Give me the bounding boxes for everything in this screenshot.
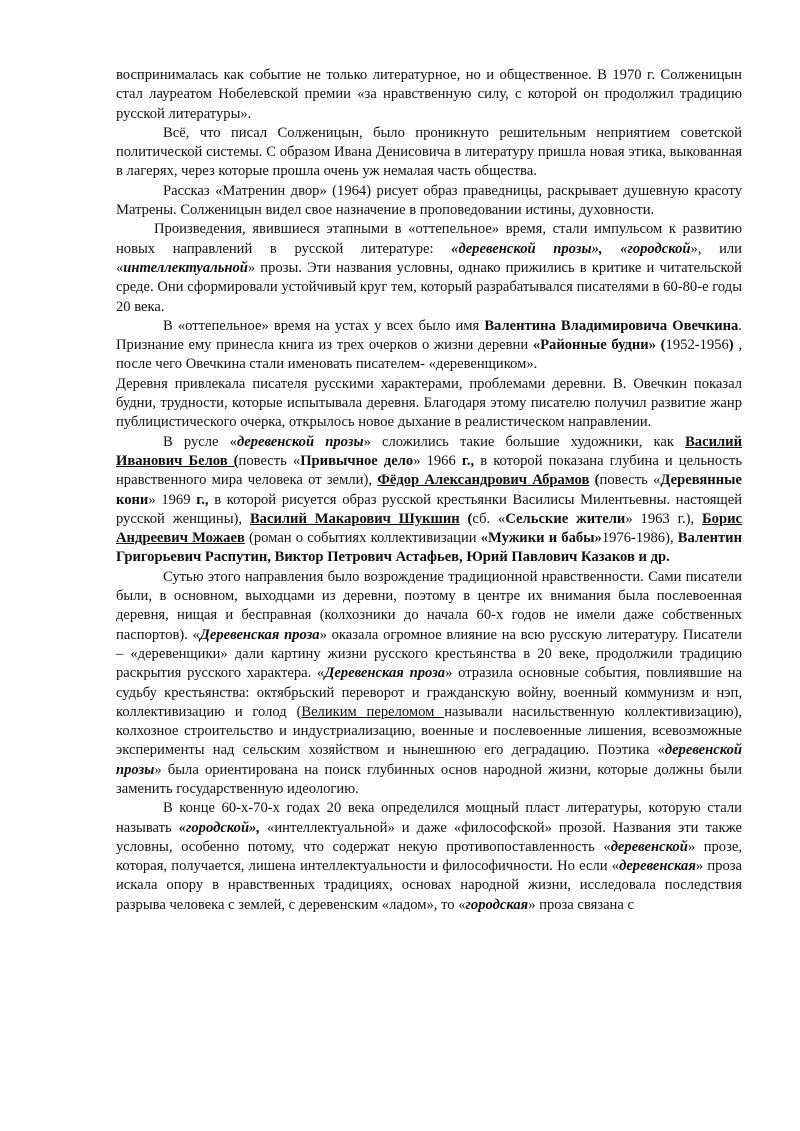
author-name: Борис Андреевич Можаев — [116, 510, 742, 547]
text: В русле « — [163, 433, 237, 450]
author-name: Василий Макарович Шукшин — [249, 510, 460, 527]
emphasis: Деревенская проза — [199, 626, 320, 643]
paragraph-3 — [116, 182, 742, 221]
emphasis: городская — [465, 896, 529, 913]
text: , после чего Овечкина стали именовать писателем- «деревенщиком». — [116, 337, 742, 373]
text: повесть « — [599, 472, 661, 489]
book-title: «Мужики и бабы» — [480, 530, 602, 547]
author-name: Фёдор Александрович Абрамов — [377, 472, 590, 489]
book-title: Привычное дело — [300, 452, 414, 469]
underlined-text: Великим переломом — [301, 703, 445, 720]
author-names: Валентин Григорьевич Распутин, Виктор Петрович Астафьев, Юрий Павлович Казаков и др. — [116, 530, 742, 566]
text: сб. « — [472, 510, 506, 527]
text: «интеллектуальной» и даже «философской» прозой. Названия эти также условны, особенно потому, что содержат некую противопоставленность « — [116, 819, 742, 855]
text: ( — [459, 510, 473, 527]
paragraph-1 — [116, 66, 742, 124]
emphasis: «городской», — [178, 819, 261, 836]
text: Произведения, явившиеся этапными в «оттепельное» время, стали импульсом к развитию новых направлений в русской литературе: — [116, 221, 742, 257]
author-name: Василий Иванович Белов ( — [116, 433, 742, 469]
text: . Признание ему принесла книга из трех очерков о жизни деревни — [116, 317, 742, 354]
text: » сложились такие большие художники, как — [363, 433, 686, 450]
text: Рассказ «Матренин двор» (1964) рисует образ праведницы, раскрывает душевную красоту Матрены. Солженицын видел свое назначение в проповедовании истины, духовности. — [116, 182, 742, 219]
text: Сутью этого направления было возрождение традиционной нравственности. Сами писатели были, в основном, выходцами из деревни, поэтому в центре их внимания была послевоенная деревня, нищая и бесправная (колхозники до начала 60-х годов не имели даже собственных паспортов). « — [116, 568, 742, 643]
text: В «оттепельное» время на устах у всех было имя — [163, 317, 485, 334]
book-title: «Районные будни» ( — [532, 337, 666, 354]
paragraph-2 — [116, 124, 742, 182]
emphasis: деревенской — [610, 838, 688, 855]
text: » 1969 — [148, 491, 197, 508]
emphasis: Деревенская проза — [324, 665, 446, 682]
book-title: Деревянные кони — [116, 472, 742, 508]
text: Всё, что писал Солженицын, было проникнуто решительным неприятием советской политической системы. С образом Ивана Денисовича в литературу пришла новая этика, выкованная в лагерях, через которые прошла очень уж немалая часть общества. — [116, 124, 742, 180]
text: г., — [196, 491, 209, 508]
text: повесть « — [238, 452, 301, 469]
paragraph-9 — [116, 799, 742, 915]
paragraph-6 — [116, 375, 742, 433]
text: » проза связана с — [528, 896, 634, 913]
text: в которой показана глубина и цельность нравственного мира человека от земли), — [116, 452, 743, 489]
book-title: Сельские жители — [505, 510, 626, 527]
text: г., — [461, 452, 475, 469]
emphasis: деревенской прозы — [236, 433, 364, 450]
text: 1976-1986), — [601, 530, 678, 547]
text: » прозе, которая, получается, лишена интеллектуальности и философичности. Но если « — [116, 838, 742, 875]
text: » проза искала опору в нравственных традициях, основах народной жизни, исследовала последствия разрыва человека с землей, с деревенским «ладом», то « — [116, 858, 742, 913]
text: » прозы. Эти названия условны, однако прижились в критике и читательской среде. Они сформировали устойчивый круг тем, который разрабатывался писателями в 60-80-е годы 20 века. — [116, 259, 742, 315]
text: называли насильственную коллективизацию), колхозное строительство и индустриализацию, военные и послевоенные лишения, всевозможные эксперименты над сельским хозяйством и нынешнюю его деградацию. Поэтика « — [116, 703, 743, 759]
document-page — [116, 66, 742, 915]
emphasis: деревенской прозы — [116, 742, 742, 778]
text: Деревня привлекала писателя русскими характерами, проблемами деревни. В. Овечкин показал будни, трудности, которые испытывала деревня. Благодаря этому писателю получил развитие жанр публицистического очерка, открылось новое дыхание в реалистическом направлении. — [116, 375, 742, 431]
text: » отразила основные события, повлиявшие на судьбу крестьянства: октябрьский переворот и гражданскую войну, военный коммунизм и нэп, коллективизацию и голод ( — [116, 665, 743, 720]
text: В конце 60-х-70-х годах 20 века определился мощный пласт литературы, которую стали называть — [116, 800, 742, 836]
emphasis: деревенская — [619, 858, 696, 875]
text: » 1963 г.), — [625, 510, 703, 527]
paragraph-4 — [116, 220, 742, 316]
paragraph-8 — [116, 568, 742, 800]
text: ) — [728, 337, 734, 354]
emphasis: интеллектуальной — [123, 259, 248, 276]
paragraph-5 — [116, 317, 742, 375]
text: » оказала огромное влияние на всю русскую литературу. Писатели – «деревенщики» дали картину жизни русского крестьянства в 20 веке, продолжили традицию раскрытия русского характера. « — [116, 626, 742, 682]
text: (роман о событиях коллективизации — [244, 530, 481, 547]
text: » была ориентирована на поиск глубинных основ народной жизни, которые должны были заменить государственную идеологию. — [116, 761, 742, 797]
text: воспринималась как событие не только литературное, но и общественное. В 1970 г. Солженицын стал лауреатом Нобелевской премии «за нравственную силу, с которой он продолжил традицию русской литературы». — [116, 67, 742, 122]
paragraph-7 — [116, 433, 742, 568]
emphasis: «деревенской прозы», «городской — [451, 240, 691, 257]
text: в которой рисуется образ русской крестьянки Василисы Милентьевны. настоящей русской женщины), — [116, 491, 743, 527]
text: ( — [589, 472, 600, 489]
text: », или « — [116, 240, 742, 276]
author-name: Валентина Владимировича Овечкина — [484, 317, 739, 334]
text: 1952-1956 — [665, 337, 729, 354]
text: » 1966 — [413, 452, 462, 469]
